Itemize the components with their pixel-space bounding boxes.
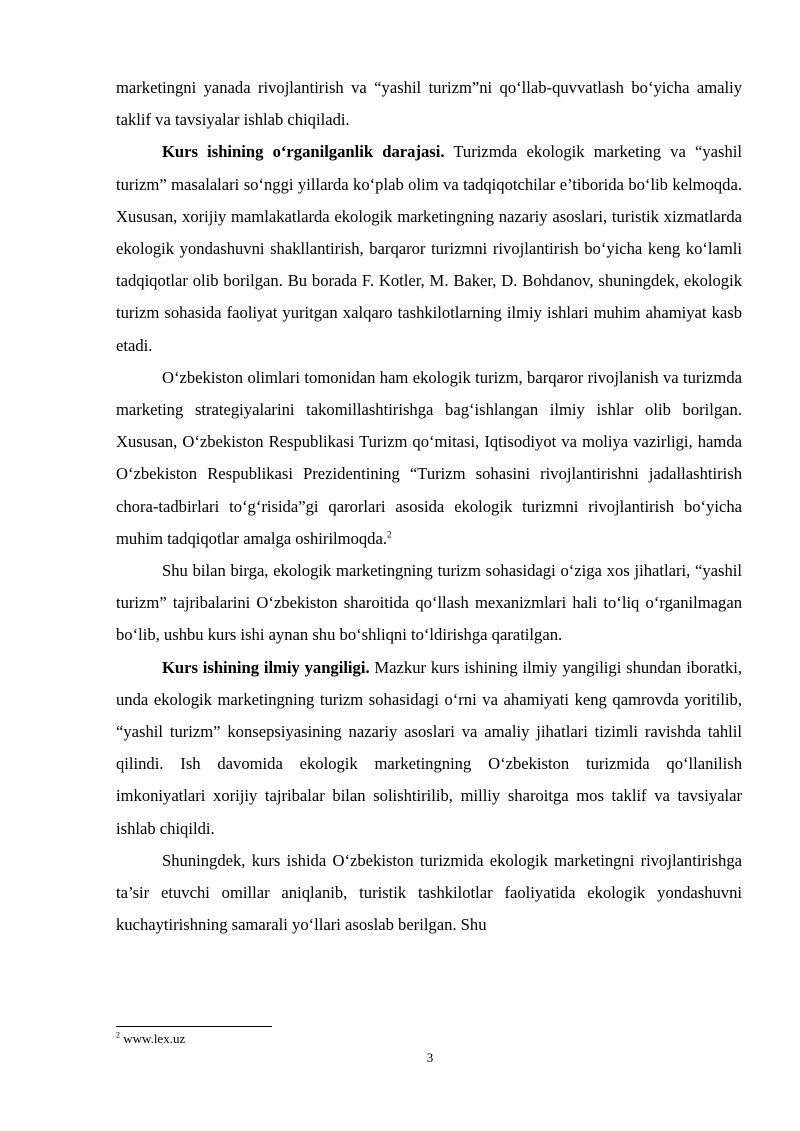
page-number: 3 — [426, 1050, 434, 1065]
paragraph-factors — [116, 845, 742, 942]
body-text — [116, 72, 742, 941]
paragraph-text: Shu bilan birga, ekologik marketingning turizm sohasidagi o‘ziga xos jihatlari, “yashil turizm” tajribalarini O‘zbekiston sharoitida qo‘llash mexanizmlari hali to‘liq o‘rganilmagan bo‘lib, ushbu kurs ishi aynan shu bo‘shliqni to‘ldirishga qaratilgan. — [116, 561, 742, 645]
paragraph-text: Mazkur kurs ishining ilmiy yangiligi shundan iboratki, unda ekologik marketingning turizm sohasidagi o‘rni va ahamiyati keng qamrovda yoritilib, “yashil turizm” konsepsiyasining nazariy asoslari va amaliy jihatlari tizimli ravishda tahlil qilindi. Ish davomida ekologik marketingning O‘zbekiston turizmida qo‘llanilish imkoniyatlari xorijiy tajribalar bilan solishtirilib, milliy sharoitga mos taklif va tavsiyalar ishlab chiqildi. — [116, 657, 742, 838]
paragraph-text: Shuningdek, kurs ishida O‘zbekiston turizmida ekologik marketingni rivojlantirishga ta’sir etuvchi omillar aniqlanib, turistik tashkilotlar faoliyatida ekologik yondashuvni kuchaytirishning samarali yo‘llari asoslab berilgan. Shu — [116, 850, 742, 935]
paragraph-study-level — [116, 136, 742, 361]
footnote-reference[interactable]: 2 — [386, 529, 392, 540]
paragraph-scientific-novelty — [116, 652, 742, 845]
paragraph-text: Turizmda ekologik marketing va “yashil turizm” masalalari so‘nggi yillarda ko‘plab olim va tadqiqotchilar e’tiborida bo‘lib kelmoqda. Xususan, xorijiy mamlakatlarda ekologik marketingning nazariy asoslari, turistik xizmatlarda ekologik yondashuvni shakllantirish, barqaror turizmni rivojlantirish bo‘yicha keng ko‘lamli tadqiqotlar olib borilgan. Bu borada F. Kotler, M. Baker, D. Bohdanov, shuningdek, ekologik turizm sohasida faoliyat yuritgan xalqaro tashkilotlarning ilmiy ishlari muhim ahamiyat kasb etadi. — [116, 142, 743, 355]
footnote — [116, 1030, 185, 1048]
paragraph-text: marketingni yanada rivojlantirish va “yashil turizm”ni qo‘llab-quvvatlash bo‘yicha amaliy taklif va tavsiyalar ishlab chiqiladi. — [116, 78, 742, 130]
paragraph-uzbek-scholars — [116, 362, 742, 555]
paragraph-research-gap — [116, 555, 742, 652]
footnote-text: www.lex.uz — [120, 1031, 186, 1046]
paragraph-text: O‘zbekiston olimlari tomonidan ham ekologik turizm, barqaror rivojlanish va turizmda marketing strategiyalarini takomillashtirishga bag‘ishlangan ilmiy ishlar olib borilgan. Xususan, O‘zbekiston Respublikasi Turizm qo‘mitasi, Iqtisodiyot va moliya vazirligi, hamda O‘zbekiston Respublikasi Prezidentining “Turizm sohasini rivojlantirishni jadallashtirish chora-tadbirlari to‘g‘risida”gi qarorlari asosida ekologik turizmni rivojlantirish bo‘yicha muhim tadqiqotlar amalga oshirilmoqda. — [116, 367, 742, 548]
footnote-number: 2 — [116, 1030, 120, 1040]
paragraph-heading: Kurs ishining ilmiy yangiligi. — [162, 657, 370, 677]
paragraph-continuation — [116, 72, 742, 136]
paragraph-heading: Kurs ishining o‘rganilganlik darajasi. — [162, 142, 445, 162]
footnote-divider — [116, 1026, 272, 1027]
